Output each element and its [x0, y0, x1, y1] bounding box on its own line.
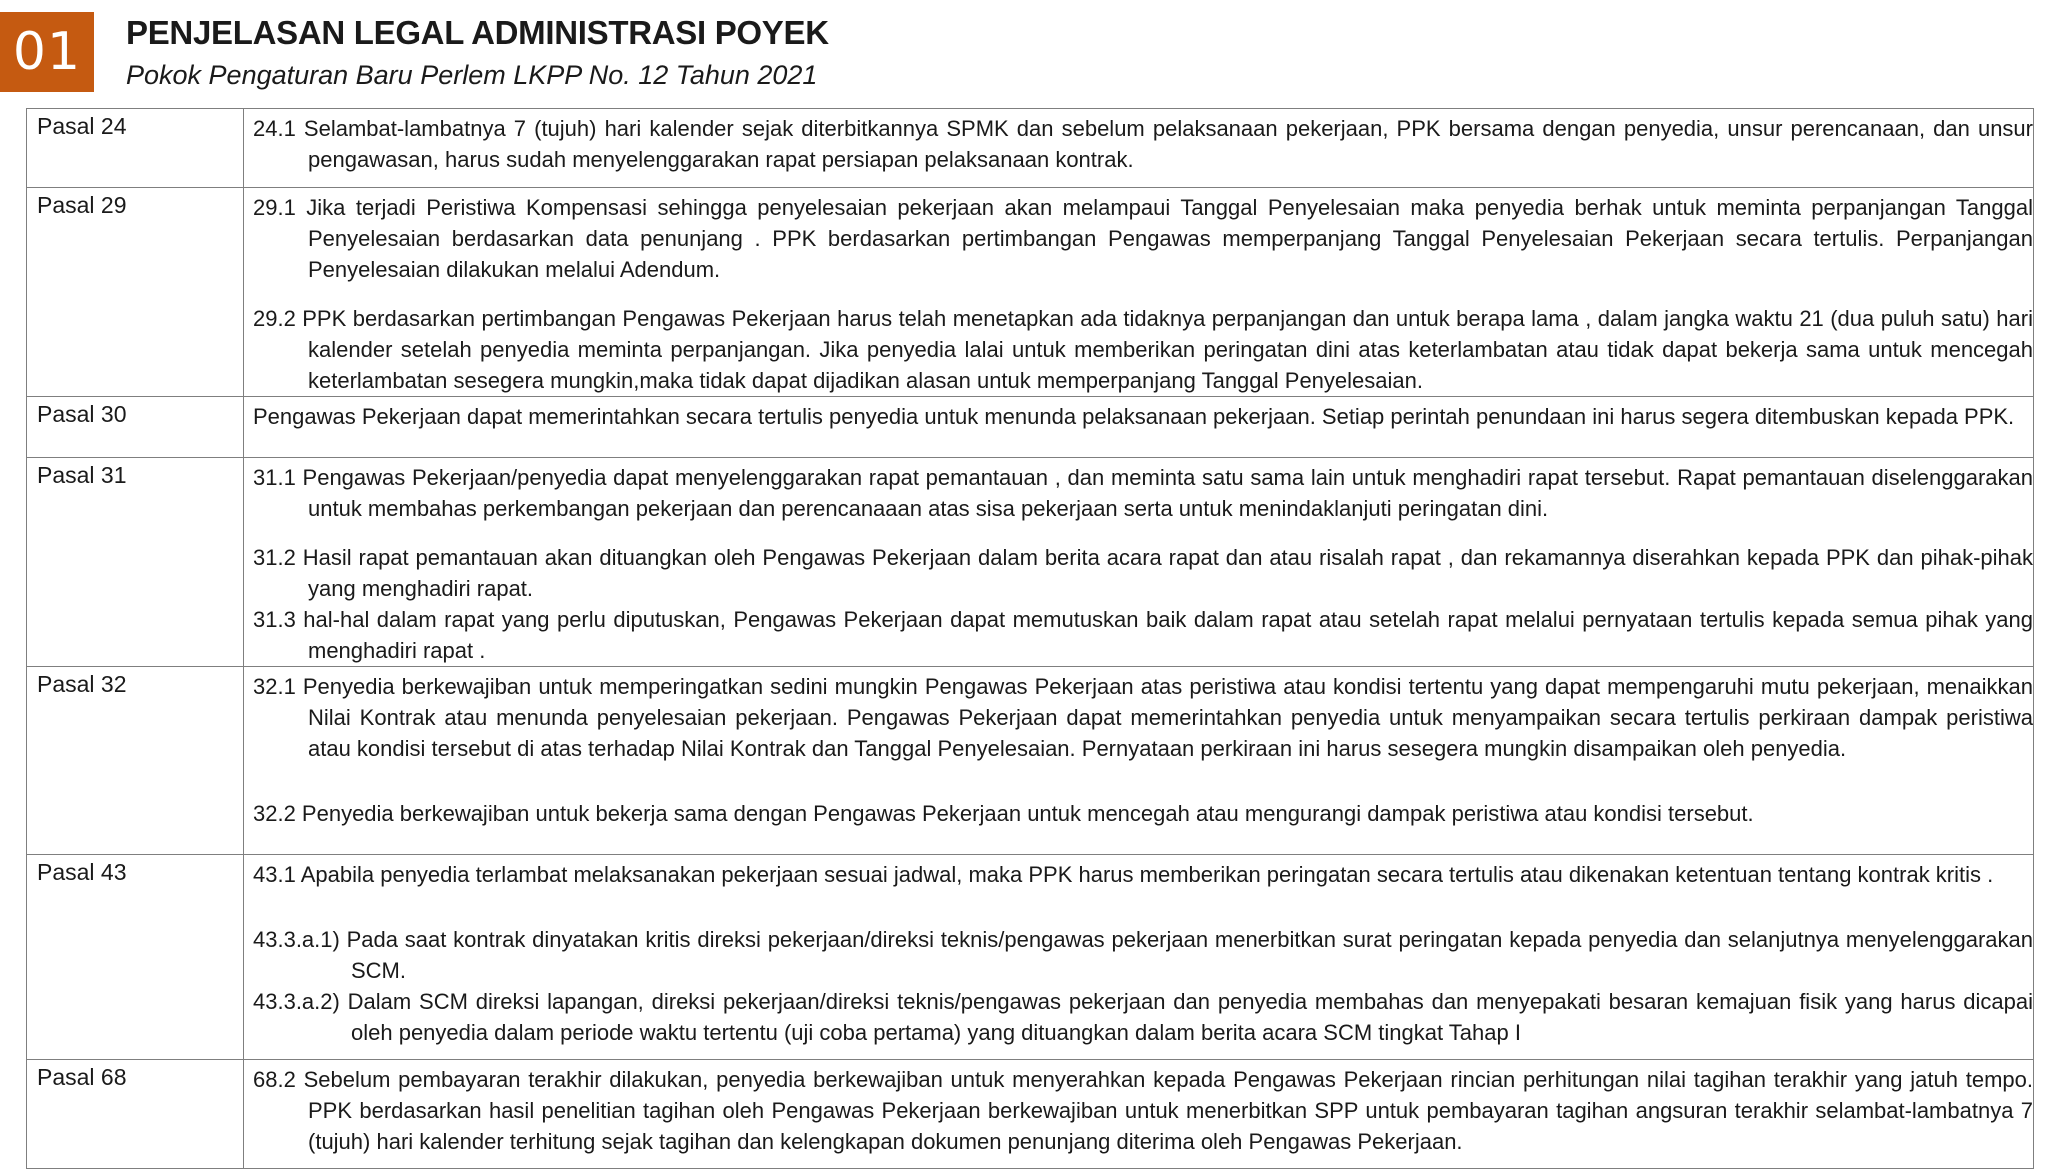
pasal-content	[244, 109, 2034, 188]
clause-text: 31.1 Pengawas Pekerjaan/penyedia dapat menyelenggarakan rapat pemantauan , dan meminta satu sama lain untuk menghadiri rapat tersebut. Rapat pemantauan diselenggarakan untuk membahas perkembangan pekerjaan dan perencanaaan atas sisa pekerjaan serta untuk menindaklanjuti peringatan dini.	[253, 465, 2033, 521]
table-row	[27, 109, 2034, 188]
page-title: PENJELASAN LEGAL ADMINISTRASI POYEK	[126, 14, 829, 51]
pasal-content	[244, 188, 2034, 397]
pasal-label: Pasal 29	[27, 188, 244, 397]
pasal-content	[244, 855, 2034, 1060]
clause-text: 43.3.a.2) Dalam SCM direksi lapangan, direksi pekerjaan/direksi teknis/pengawas pekerjaan dan penyedia membahas dan menyepakati besaran kemajuan fisik yang harus dicapai oleh penyedia dalam periode waktu tertentu (uji coba pertama) yang dituangkan dalam berita acara SCM tingkat Tahap I	[253, 989, 2033, 1045]
pasal-label: Pasal 68	[27, 1060, 244, 1169]
clause-text: 29.1 Jika terjadi Peristiwa Kompensasi sehingga penyelesaian pekerjaan akan melampaui Tanggal Penyelesaian maka penyedia berhak untuk meminta perpanjangan Tanggal Penyelesaian berdasarkan data penunjang . PPK berdasarkan pertimbangan Pengawas memperpanjang Tanggal Penyelesaian Pekerjaan secara tertulis. Perpanjangan Penyelesaian dilakukan melalui Adendum.	[253, 195, 2033, 282]
pasal-label: Pasal 24	[27, 109, 244, 188]
table-row	[27, 667, 2034, 855]
page-subtitle: Pokok Pengaturan Baru Perlem LKPP No. 12 Tahun 2021	[126, 60, 818, 90]
clause-text: 24.1 Selambat-lambatnya 7 (tujuh) hari kalender sejak diterbitkannya SPMK dan sebelum pelaksanaan pekerjaan, PPK bersama dengan penyedia, unsur perencanaan, dan unsur pengawasan, harus sudah menyelenggarakan rapat persiapan pelaksanaan kontrak.	[253, 116, 2033, 172]
clause-text: 43.1 Apabila penyedia terlambat melaksanakan pekerjaan sesuai jadwal, maka PPK harus memberikan peringatan secara tertulis atau dikenakan ketentuan tentang kontrak kritis .	[253, 862, 1994, 887]
pasal-label: Pasal 30	[27, 397, 244, 458]
clause-text: 29.2 PPK berdasarkan pertimbangan Pengawas Pekerjaan harus telah menetapkan ada tidaknya perpanjangan dan untuk berapa lama , dalam jangka waktu 21 (dua puluh satu) hari kalender setelah penyedia meminta perpanjangan. Jika penyedia lalai untuk memberikan peringatan dini atas keterlambatan atau tidak dapat bekerja sama untuk mencegah keterlambatan sesegera mungkin,maka tidak dapat dijadikan alasan untuk memperpanjang Tanggal Penyelesaian.	[253, 306, 2033, 393]
table-row	[27, 397, 2034, 458]
pasal-content	[244, 667, 2034, 855]
clause-text: Pengawas Pekerjaan dapat memerintahkan secara tertulis penyedia untuk menunda pelaksanaan pekerjaan. Setiap perintah penundaan ini harus segera ditembuskan kepada PPK.	[253, 404, 2015, 429]
clause-text: 32.1 Penyedia berkewajiban untuk memperingatkan sedini mungkin Pengawas Pekerjaan atas peristiwa atau kondisi tertentu yang dapat mempengaruhi mutu pekerjaan, menaikkan Nilai Kontrak atau menunda penyelesaian pekerjaan. Pengawas Pekerjaan dapat memerintahkan penyedia untuk menyampaikan secara tertulis perkiraan dampak peristiwa atau kondisi tersebut di atas terhadap Nilai Kontrak dan Tanggal Penyelesaian. Pernyataan perkiraan ini harus sesegera mungkin disampaikan oleh penyedia.	[253, 674, 2033, 761]
clause-text: 31.2 Hasil rapat pemantauan akan dituangkan oleh Pengawas Pekerjaan dalam berita acara rapat dan atau risalah rapat , dan rekamannya diserahkan kepada PPK dan pihak-pihak yang menghadiri rapat.	[253, 545, 2033, 601]
pasal-content	[244, 1060, 2034, 1169]
clause-text: 31.3 hal-hal dalam rapat yang perlu diputuskan, Pengawas Pekerjaan dapat memutuskan baik dalam rapat atau setelah rapat melalui pernyataan tertulis kepada semua pihak yang menghadiri rapat .	[253, 607, 2033, 663]
section-number-badge: 01	[0, 12, 94, 92]
pasal-label: Pasal 32	[27, 667, 244, 855]
clause-text: 32.2 Penyedia berkewajiban untuk bekerja sama dengan Pengawas Pekerjaan untuk mencegah atau mengurangi dampak peristiwa atau kondisi tersebut.	[253, 801, 1754, 826]
regulation-table	[26, 108, 2034, 1169]
pasal-label: Pasal 31	[27, 458, 244, 667]
table-row	[27, 855, 2034, 1060]
pasal-content	[244, 397, 2034, 458]
pasal-content	[244, 458, 2034, 667]
table-row	[27, 1060, 2034, 1169]
clause-text: 43.3.a.1) Pada saat kontrak dinyatakan kritis direksi pekerjaan/direksi teknis/pengawas pekerjaan menerbitkan surat peringatan kepada penyedia dan selanjutnya menyelenggarakan SCM.	[253, 927, 2033, 983]
clause-text: 68.2 Sebelum pembayaran terakhir dilakukan, penyedia berkewajiban untuk menyerahkan kepada Pengawas Pekerjaan rincian perhitungan nilai tagihan terakhir yang jatuh tempo. PPK berdasarkan hasil penelitian tagihan oleh Pengawas Pekerjaan berkewajiban untuk menerbitkan SPP untuk pembayaran tagihan angsuran terakhir selambat-lambatnya 7 (tujuh) hari kalender terhitung sejak tagihan dan kelengkapan dokumen penunjang diterima oleh Pengawas Pekerjaan.	[253, 1067, 2033, 1154]
table-row	[27, 188, 2034, 397]
pasal-label: Pasal 43	[27, 855, 244, 1060]
table-row	[27, 458, 2034, 667]
